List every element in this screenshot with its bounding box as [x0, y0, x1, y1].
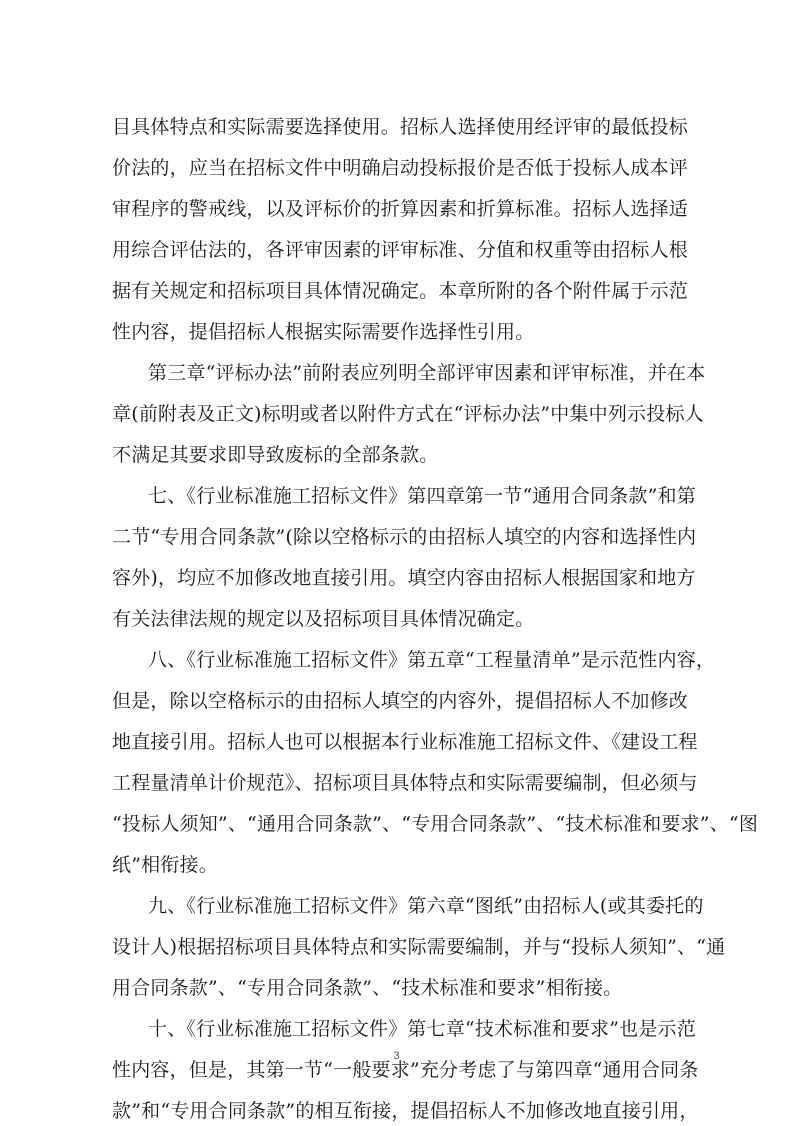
- paragraph-line: 性内容，但是，其第一节“一般要求”充分考虑了与第四章“通用合同条: [112, 1059, 699, 1081]
- paragraph-line: 价法的，应当在招标文件中明确启动投标报价是否低于投标人成本评: [112, 157, 689, 179]
- page-number: 3: [393, 1050, 400, 1062]
- paragraph-line: 八、《行业标准施工招标文件》第五章“工程量清单”是示范性内容，: [148, 649, 716, 671]
- paragraph-line: 用综合评估法的，各评审因素的评审标准、分值和权重等由招标人根: [112, 239, 689, 261]
- paragraph-line: 不满足其要求即导致废标的全部条款。: [112, 444, 439, 466]
- paragraph-line: 款”和“专用合同条款”的相互衔接，提倡招标人不加修改地直接引用，: [112, 1100, 699, 1122]
- paragraph-line: 据有关规定和招标项目具体情况确定。本章所附的各个附件属于示范: [112, 280, 689, 302]
- paragraph-line: 地直接引用。招标人也可以根据本行业标准施工招标文件、《建设工程: [112, 731, 698, 753]
- paragraph-line: 用合同条款”、“专用合同条款”、“技术标准和要求”相衔接。: [112, 977, 623, 999]
- paragraph-line: 第三章“评标办法”前附表应列明全部评审因素和评审标准，并在本: [148, 362, 706, 384]
- paragraph-line: 有关法律法规的规定以及招标项目具体情况确定。: [112, 608, 535, 630]
- paragraph-line: 容外)，均应不加修改地直接引用。填空内容由招标人根据国家和地方: [112, 567, 696, 589]
- paragraph-line: 目具体特点和实际需要选择使用。招标人选择使用经评审的最低投标: [112, 116, 689, 138]
- paragraph-line: 审程序的警戒线，以及评标价的折算因素和折算标准。招标人选择适: [112, 198, 689, 220]
- paragraph-line: 纸”相衔接。: [112, 854, 218, 876]
- paragraph-line: 性内容，提倡招标人根据实际需要作选择性引用。: [112, 321, 535, 343]
- paragraph-line: 七、《行业标准施工招标文件》第四章第一节“通用合同条款”和第: [148, 485, 696, 507]
- paragraph-line: “投标人须知”、“通用合同条款”、“专用合同条款”、“技术标准和要求”、“图: [112, 813, 759, 835]
- paragraph-line: 九、《行业标准施工招标文件》第六章“图纸”由招标人(或其委托的: [148, 895, 704, 917]
- paragraph-line: 但是，除以空格标示的由招标人填空的内容外，提倡招标人不加修改: [112, 690, 689, 712]
- paragraph-line: 设计人)根据招标项目具体特点和实际需要编制，并与“投标人须知”、“通: [112, 936, 726, 958]
- paragraph-line: 二节“专用合同条款”(除以空格标示的由招标人填空的内容和选择性内: [112, 526, 697, 548]
- paragraph-line: 章(前附表及正文)标明或者以附件方式在“评标办法”中集中列示投标人: [112, 403, 704, 425]
- paragraph-line: 工程量清单计价规范》、招标项目具体特点和实际需要编制，但必须与: [112, 772, 698, 794]
- paragraph-line: 十、《行业标准施工招标文件》第七章“技术标准和要求”也是示范: [148, 1018, 696, 1040]
